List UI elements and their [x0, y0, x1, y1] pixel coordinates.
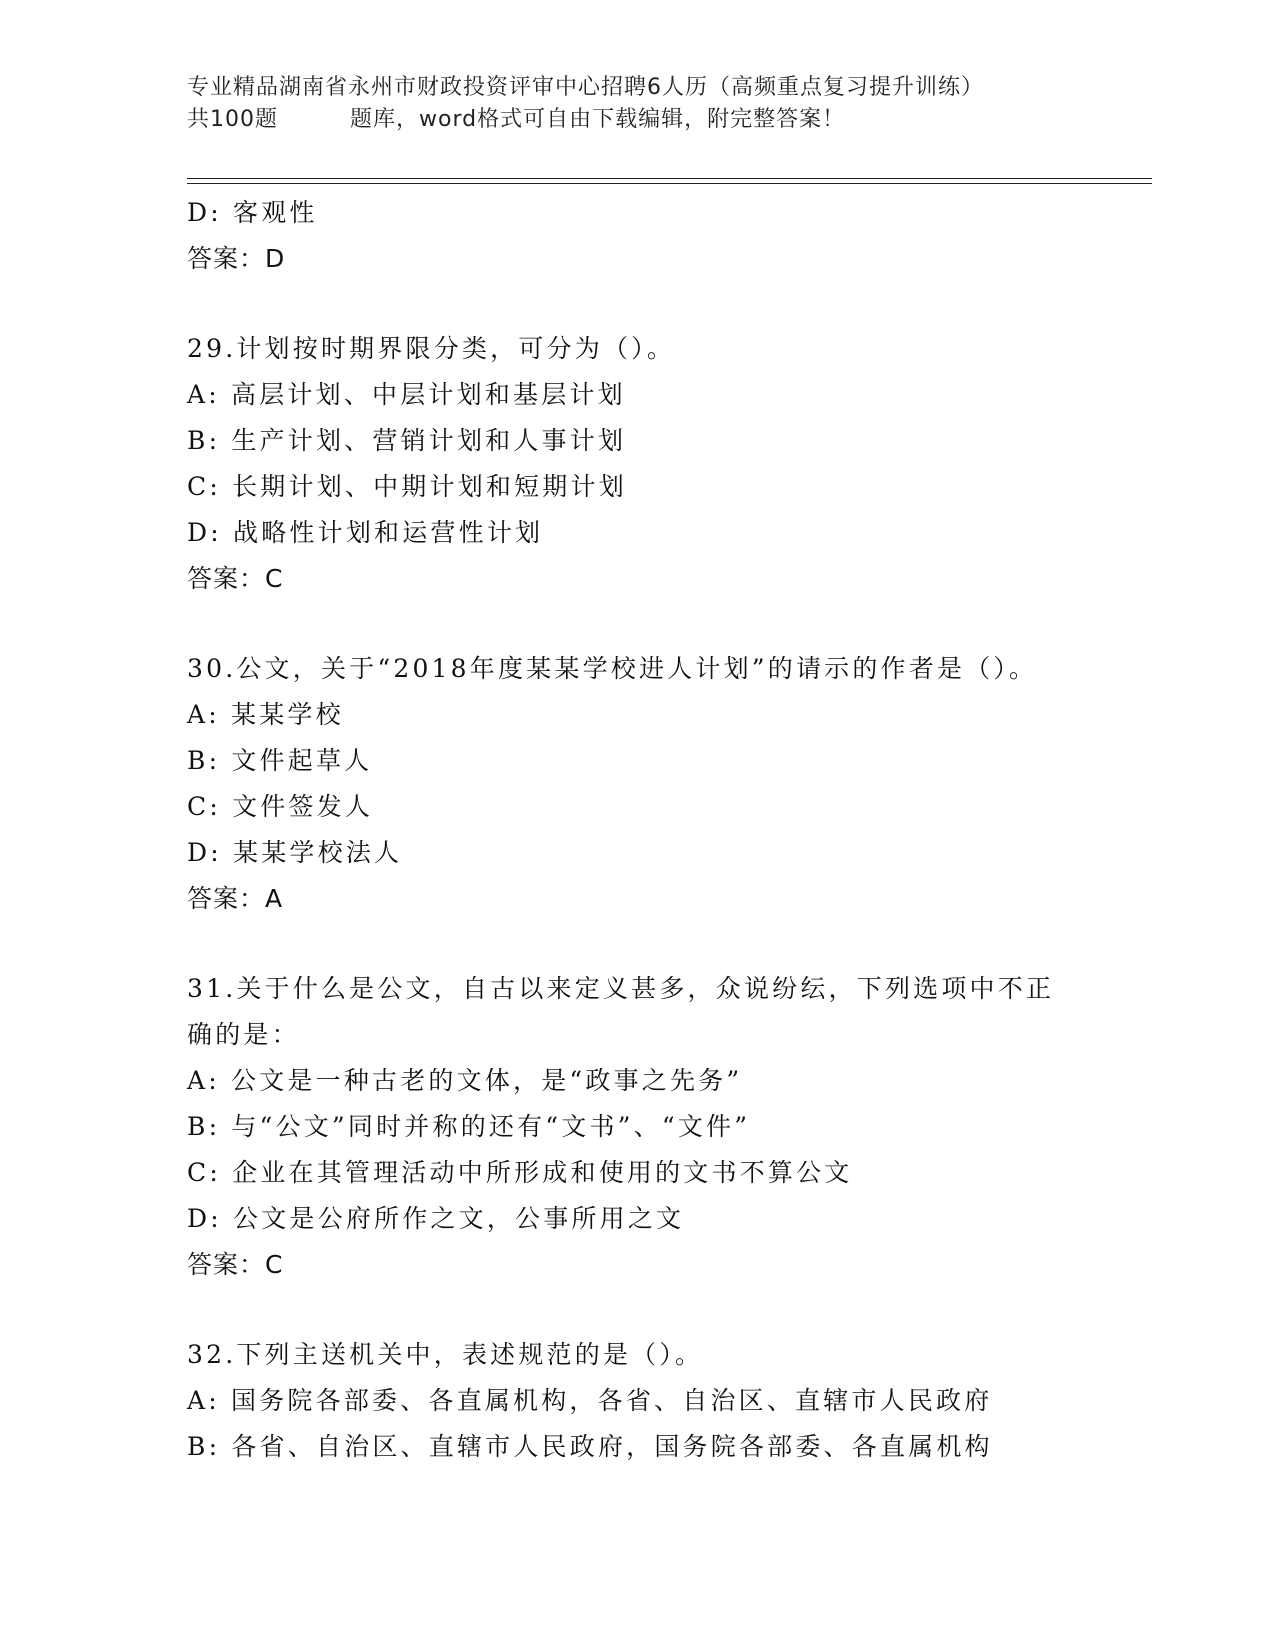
option-b: B: 生产计划、营销计划和人事计划 [187, 426, 627, 455]
option-d: D: 某某学校法人 [187, 838, 403, 867]
header-divider-top [187, 178, 1152, 179]
option-d: D: 公文是公府所作之文，公事所用之文 [187, 1204, 685, 1233]
answer-line: 答案：A [187, 884, 284, 913]
option-a: A: 国务院各部委、各直属机构，各省、自治区、直辖市人民政府 [187, 1386, 993, 1415]
option-d: D: 战略性计划和运营性计划 [187, 518, 544, 547]
question-stem: 32.下列主送机关中，表述规范的是（）。 [187, 1340, 704, 1369]
answer-line: 答案：C [187, 1250, 284, 1279]
option-c: C: 长期计划、中期计划和短期计划 [187, 472, 627, 501]
header-title-line: 专业精品湖南省永州市财政投资评审中心招聘6人历（高频重点复习提升训练） [187, 75, 984, 100]
question-31 [187, 966, 1087, 1288]
header-subtitle-line [187, 104, 1087, 136]
answer-line: 答案：C [187, 564, 284, 593]
question-stem: 31.关于什么是公文，自古以来定义甚多，众说纷纭，下列选项中不正确的是： [187, 974, 1055, 1049]
document-header [187, 72, 1087, 136]
question-stem: 29.计划按时期界限分类，可分为（）。 [187, 334, 676, 363]
answer-line: 答案：D [187, 244, 286, 273]
option-a: A: 公文是一种古老的文体，是“政事之先务” [187, 1066, 743, 1095]
previous-question-tail [187, 190, 1087, 282]
option-b: B: 文件起草人 [187, 746, 373, 775]
question-30 [187, 646, 1087, 922]
header-description: 题库，word格式可自由下载编辑，附完整答案！ [350, 107, 846, 132]
question-stem: 30.公文，关于“2018年度某某学校进人计划”的请示的作者是（）。 [187, 654, 1038, 683]
option-a: A: 某某学校 [187, 700, 344, 729]
header-question-count: 共100题 [187, 107, 278, 132]
option-b: B: 与“公文”同时并称的还有“文书”、“文件” [187, 1112, 751, 1141]
option-b: B: 各省、自治区、直辖市人民政府，国务院各部委、各直属机构 [187, 1432, 993, 1461]
option-c: C: 文件签发人 [187, 792, 374, 821]
header-divider-bottom [187, 183, 1152, 184]
question-32 [187, 1332, 1087, 1470]
question-list [187, 190, 1087, 1470]
option-d: D: 客观性 [187, 198, 318, 227]
option-c: C: 企业在其管理活动中所形成和使用的文书不算公文 [187, 1158, 853, 1187]
option-a: A: 高层计划、中层计划和基层计划 [187, 380, 626, 409]
question-29 [187, 326, 1087, 602]
